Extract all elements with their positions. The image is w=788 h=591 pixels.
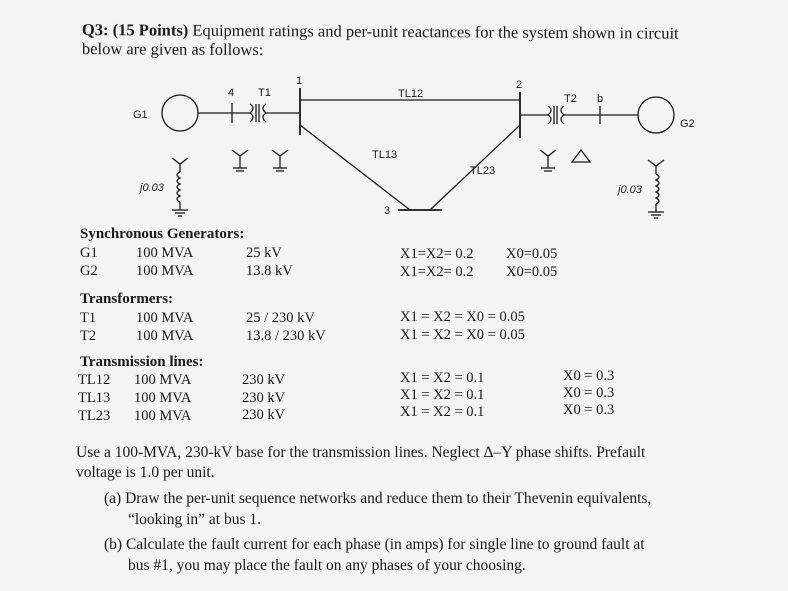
table-cell: T2 xyxy=(80,328,97,344)
question-intro-line-1: Equipment ratings and per-unit reactances for the system shown in circuit xyxy=(192,20,679,43)
table-cell: T1 xyxy=(80,310,97,326)
table-cell: 25 kV xyxy=(246,245,282,261)
table-cell: 230 kV xyxy=(242,407,286,423)
part-b-line-2: bus #1, you may place the fault on any phases of your choosing. xyxy=(128,557,526,574)
label-g1: G1 xyxy=(133,109,148,121)
g1-ground-impedance-symbol xyxy=(172,158,188,216)
transformers-title: Transformers: xyxy=(80,291,174,307)
question-number: Q3: xyxy=(81,20,109,40)
instruction-line-2: voltage is 1.0 per unit. xyxy=(76,464,215,481)
table-cell: 25 / 230 kV xyxy=(246,310,315,326)
question-points: (15 Points) xyxy=(112,20,189,40)
instruction-line-1: Use a 100-MVA, 230-kV base for the transmission lines. Neglect Δ–Y phase shifts. Prefault xyxy=(76,444,646,461)
label-g2: G2 xyxy=(680,118,695,130)
table-cell: 230 kV xyxy=(242,390,286,406)
label-bus-4: 4 xyxy=(228,87,235,99)
label-g2-impedance: j0.03 xyxy=(618,184,642,196)
table-cell: X1 = X2 = X0 = 0.05 xyxy=(400,327,525,343)
table-cell: 230 kV xyxy=(242,372,286,388)
table-cell: G2 xyxy=(80,263,98,279)
sync-gen-title: Synchronous Generators: xyxy=(80,226,245,242)
question-intro-line-2: below are given as follows: xyxy=(81,39,264,60)
label-bus-3: 3 xyxy=(384,205,391,217)
table-cell: 100 MVA xyxy=(134,408,192,424)
table-cell: 100 MVA xyxy=(134,372,192,388)
part-a-line-2: “looking in” at bus 1. xyxy=(128,511,262,528)
table-cell: TL13 xyxy=(78,390,111,406)
table-cell: X0 = 0.3 xyxy=(563,402,615,418)
g2-ground-impedance-symbol xyxy=(648,160,664,218)
table-cell: X1 = X2 = 0.1 xyxy=(400,387,485,403)
table-cell: X1 = X2 = 0.1 xyxy=(400,404,485,420)
label-bus-2: 2 xyxy=(516,79,523,91)
table-cell: 13.8 / 230 kV xyxy=(246,328,326,344)
label-t2: T2 xyxy=(564,93,577,105)
label-tl23: TL23 xyxy=(470,165,496,177)
label-bus-b: b xyxy=(597,93,604,105)
table-cell: G1 xyxy=(80,245,98,261)
table-cell: X1 = X2 = 0.1 xyxy=(400,370,485,386)
part-b-line-1: (b) Calculate the fault current for each phase (in amps) for single line to ground fault at xyxy=(104,536,645,553)
table-cell: X0 = 0.3 xyxy=(563,385,615,401)
label-t1: T1 xyxy=(258,87,271,99)
label-bus-1: 1 xyxy=(296,75,303,87)
lines-title: Transmission lines: xyxy=(80,354,204,370)
table-cell: X0=0.05 xyxy=(506,264,558,280)
t1-second-grounded-wye-symbol xyxy=(272,150,288,171)
table-cell: TL23 xyxy=(78,408,111,424)
label-tl13: TL13 xyxy=(372,149,398,161)
table-cell: X1=X2= 0.2 xyxy=(400,264,474,280)
table-cell: TL12 xyxy=(78,372,111,388)
table-cell: X1=X2= 0.2 xyxy=(400,246,474,262)
t2-grounded-wye-symbol xyxy=(540,150,556,171)
one-line-diagram xyxy=(0,0,788,240)
table-cell: 100 MVA xyxy=(136,328,194,344)
t1-grounded-wye-symbol xyxy=(232,150,248,171)
table-cell: 100 MVA xyxy=(134,390,192,406)
t2-delta-symbol xyxy=(572,150,590,162)
table-cell: X0=0.05 xyxy=(506,246,558,262)
generator-g1-symbol xyxy=(162,95,198,131)
table-cell: 13.8 kV xyxy=(246,263,293,279)
table-cell: 100 MVA xyxy=(136,245,194,261)
generator-g2-symbol xyxy=(638,97,674,133)
table-cell: X1 = X2 = X0 = 0.05 xyxy=(400,309,525,325)
line-tl13 xyxy=(300,125,410,210)
table-cell: 100 MVA xyxy=(136,263,194,279)
part-a-line-1: (a) Draw the per-unit sequence networks and reduce them to their Thevenin equivalents, xyxy=(104,490,652,507)
label-g1-impedance: j0.03 xyxy=(140,182,164,194)
table-cell: X0 = 0.3 xyxy=(563,368,615,384)
table-cell: 100 MVA xyxy=(136,310,194,326)
transformer-t2-symbol xyxy=(520,106,638,124)
transformer-t1-symbol xyxy=(250,104,300,122)
label-tl12: TL12 xyxy=(398,88,424,100)
